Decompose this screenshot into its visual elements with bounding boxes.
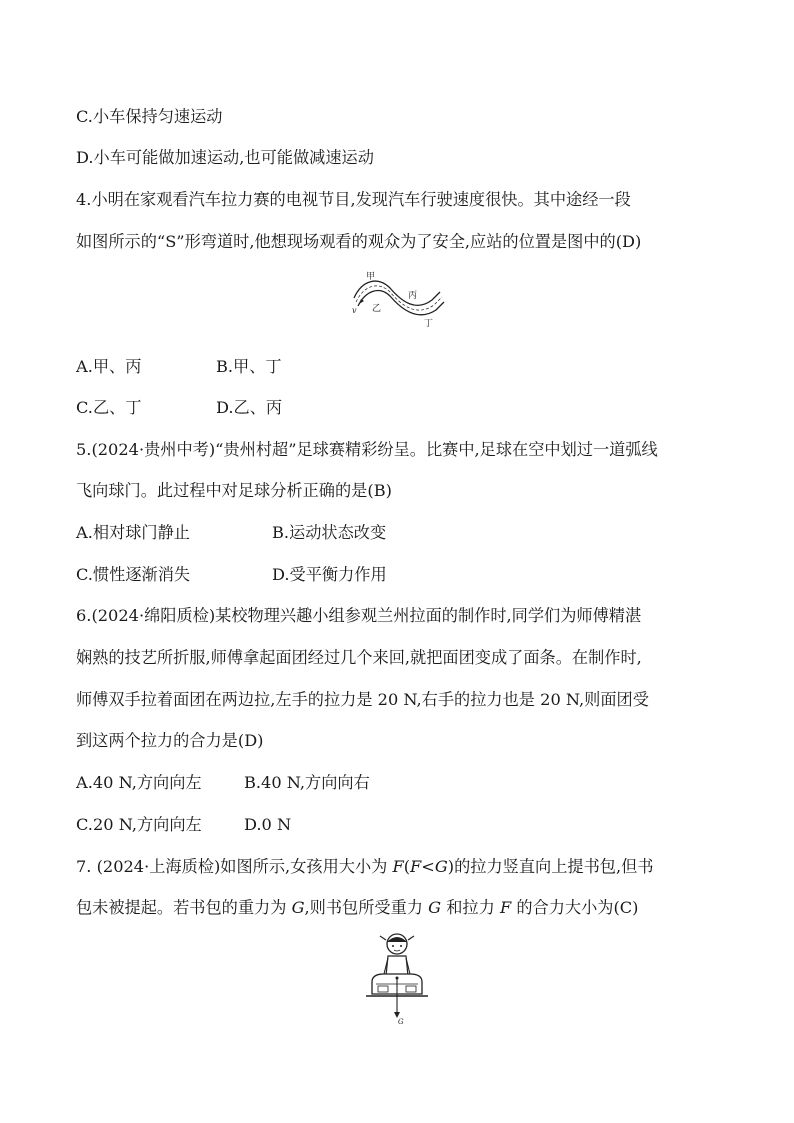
q6-option-d: D.0 N xyxy=(244,815,292,834)
label-bing: 丙 xyxy=(408,291,418,301)
q7-text: 7. (2024·上海质检)如图所示,女孩用大小为 xyxy=(76,857,393,876)
girl-lifting-schoolbag-figure xyxy=(364,930,430,1026)
q6-stem-line-1: 6.(2024·绵阳质检)某校物理兴趣小组参观兰州拉面的制作时,同学们为师傅精湛 xyxy=(76,606,642,625)
var-G: G xyxy=(428,898,442,917)
label-yi: 乙 xyxy=(372,304,382,314)
q7-text: )的拉力竖直向上提书包,但书 xyxy=(447,857,654,876)
label-velocity: v xyxy=(352,306,357,315)
q3-option-d: D.小车可能做加速运动,也可能做减速运动 xyxy=(76,148,374,167)
q7-text: 的合力大小为(C) xyxy=(511,898,639,917)
paren-open: ( xyxy=(403,857,411,876)
q6-stem-line-4: 到这两个拉力的合力是(D) xyxy=(76,731,264,750)
s-curve-road-figure xyxy=(350,268,450,332)
q5-option-b: B.运动状态改变 xyxy=(272,523,387,542)
var-F: F xyxy=(499,898,512,917)
q5-option-c: C.惯性逐渐消失 xyxy=(76,565,191,584)
q6-option-a: A.40 N,方向向左 xyxy=(76,773,202,792)
q5-option-a: A.相对球门静止 xyxy=(76,523,190,542)
q6-option-b: B.40 N,方向向右 xyxy=(244,773,370,792)
var-G: G xyxy=(434,857,448,876)
var-F: F xyxy=(410,857,422,876)
q5-option-d: D.受平衡力作用 xyxy=(272,565,387,584)
q4-option-b: B.甲、丁 xyxy=(216,357,282,376)
label-gravity-G: G xyxy=(398,1018,404,1026)
q6-option-c: C.20 N,方向向左 xyxy=(76,815,202,834)
q4-option-a: A.甲、丙 xyxy=(76,357,142,376)
q5-stem-line-2: 飞向球门。此过程中对足球分析正确的是(B) xyxy=(76,481,392,500)
q6-stem-line-2: 娴熟的技艺所折服,师傅拿起面团经过几个来回,就把面团变成了面条。在制作时, xyxy=(76,648,642,667)
label-jia: 甲 xyxy=(366,272,376,282)
q7-stem-line-2 xyxy=(76,898,638,918)
q4-stem-line-2: 如图所示的“S”形弯道时,他想现场观看的观众为了安全,应站的位置是图中的(D) xyxy=(76,232,642,251)
q4-option-d: D.乙、丙 xyxy=(216,398,283,417)
q4-option-c: C.乙、丁 xyxy=(76,398,142,417)
var-F: F xyxy=(392,857,404,876)
q6-stem-line-3: 师傅双手拉着面团在两边拉,左手的拉力是 20 N,右手的拉力也是 20 N,则面团受 xyxy=(76,690,649,709)
label-ding: 丁 xyxy=(424,319,434,329)
q7-text: 和拉力 xyxy=(441,898,500,917)
less-than-sign: < xyxy=(421,857,435,876)
q4-stem-line-1: 4.小明在家观看汽车拉力赛的电视节目,发现汽车行驶速度很快。其中途经一段 xyxy=(76,190,631,209)
q7-text: 包未被提起。若书包的重力为 xyxy=(76,898,292,917)
q3-option-c: C.小车保持匀速运动 xyxy=(76,107,223,126)
q7-text: ,则书包所受重力 xyxy=(304,898,429,917)
var-G: G xyxy=(291,898,305,917)
q5-stem-line-1: 5.(2024·贵州中考)“贵州村超”足球赛精彩纷呈。比赛中,足球在空中划过一道弧线 xyxy=(76,440,658,459)
q7-stem-line-1 xyxy=(76,857,654,877)
